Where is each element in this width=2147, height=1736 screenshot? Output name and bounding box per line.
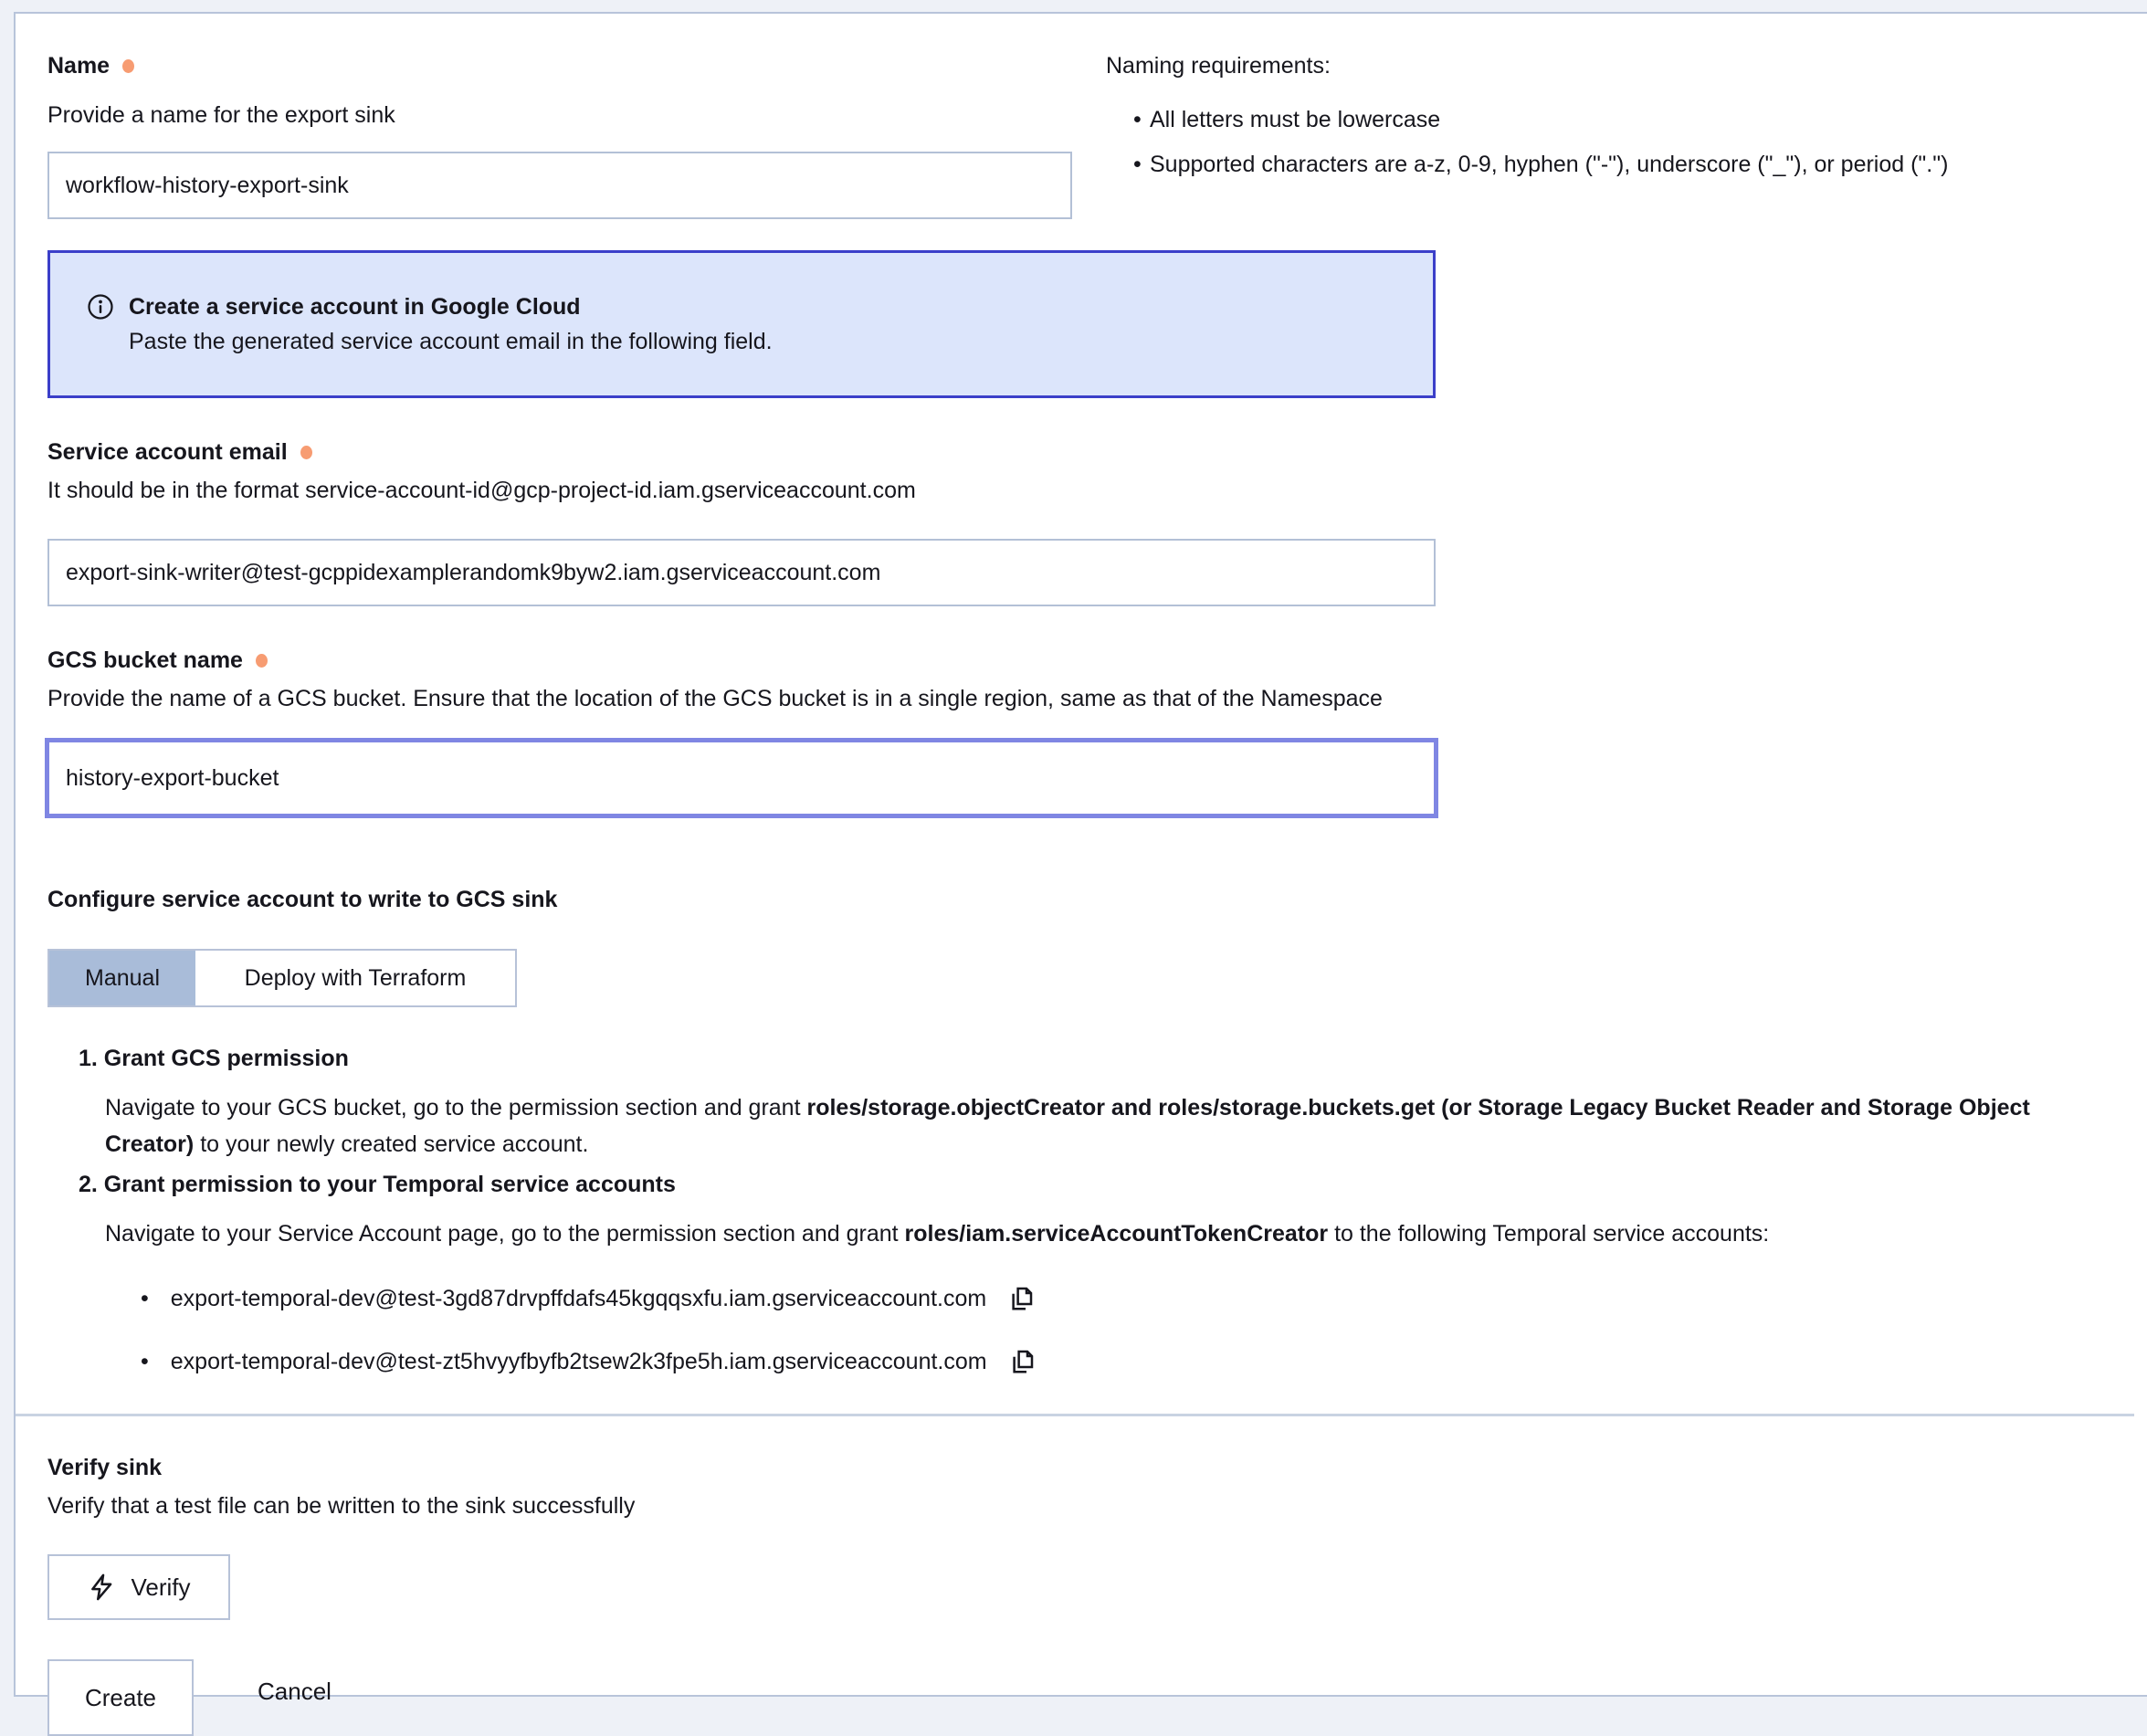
name-input[interactable] [47,152,1072,219]
naming-requirements-list [1106,103,1948,181]
service-account-item [141,1282,2147,1315]
configure-section-heading: Configure service account to write to GCS sink [47,886,2147,913]
tab-deploy-with-terraform[interactable]: Deploy with Terraform [195,951,515,1005]
copy-button[interactable] [1006,1283,1037,1314]
required-dot-icon [300,446,312,459]
gcs-bucket-name-input[interactable] [45,738,1438,818]
section-divider [16,1414,2134,1416]
service-account-email-label-row [47,438,2147,466]
verify-button[interactable] [47,1554,230,1620]
cancel-button[interactable]: Cancel [258,1678,332,1706]
info-banner-body: Paste the generated service account email in the following field. [129,324,1396,359]
step-body: Navigate to your Service Account page, go to the permission section and grant roles/iam.serviceAccountTokenCreator to the following Temporal service accounts: [105,1215,2100,1252]
naming-requirement-item: • Supported characters are a-z, 0-9, hyphen ("-"), underscore ("_"), or period (".") [1106,148,1948,181]
service-account-email-label: Service account email [47,438,288,466]
service-account-email-text: export-temporal-dev@test-3gd87drvpffdafs45kgqqsxfu.iam.gserviceaccount.com [171,1282,986,1315]
copy-icon [1009,1348,1037,1375]
name-label-row [47,52,1074,79]
naming-requirement-item: • All letters must be lowercase [1106,103,1948,136]
verify-button-label: Verify [131,1573,190,1602]
naming-requirements-title: Naming requirements: [1106,52,1948,79]
step-body: Navigate to your GCS bucket, go to the permission section and grant roles/storage.objectCreator and roles/storage.buckets.get (or Storage Legacy Bucket Reader and Storage Object Creator) to your newly created service account. [105,1089,2100,1163]
tab-manual[interactable]: Manual [49,951,195,1005]
required-dot-icon [122,59,134,73]
bolt-icon [87,1573,116,1602]
export-sink-form-card [14,12,2147,1697]
service-account-email-input[interactable] [47,539,1436,606]
service-account-email-description: It should be in the format service-account-id@gcp-project-id.iam.gserviceaccount.com [47,477,2147,504]
info-banner-title: Create a service account in Google Cloud [129,289,581,324]
step-heading: 2. Grant permission to your Temporal service accounts [79,1170,2147,1199]
gcs-bucket-name-label-row [47,647,2147,674]
gcs-bucket-name-label: GCS bucket name [47,647,243,674]
create-button[interactable]: Create [47,1659,194,1736]
name-label: Name [47,52,110,79]
info-icon [87,293,114,321]
name-description: Provide a name for the export sink [47,101,1074,129]
copy-icon [1008,1285,1036,1312]
verify-sink-title: Verify sink [47,1453,2147,1482]
configure-tab-group [47,949,517,1007]
configure-steps [47,1044,2147,1378]
info-banner [47,250,1436,398]
verify-sink-description: Verify that a test file can be written to the sink successfully [47,1491,2147,1520]
bullet-icon: • [141,1345,149,1378]
service-account-item [141,1345,2147,1378]
bullet-icon: • [141,1282,149,1315]
required-dot-icon [256,654,268,668]
service-account-email-text: export-temporal-dev@test-zt5hvyyfbyfb2tsew2k3fpe5h.iam.gserviceaccount.com [171,1345,987,1378]
gcs-bucket-name-description: Provide the name of a GCS bucket. Ensure that the location of the GCS bucket is in a single region, same as that of the Namespace [47,685,2147,712]
copy-button[interactable] [1007,1346,1038,1377]
step-heading: 1. Grant GCS permission [79,1044,2147,1073]
